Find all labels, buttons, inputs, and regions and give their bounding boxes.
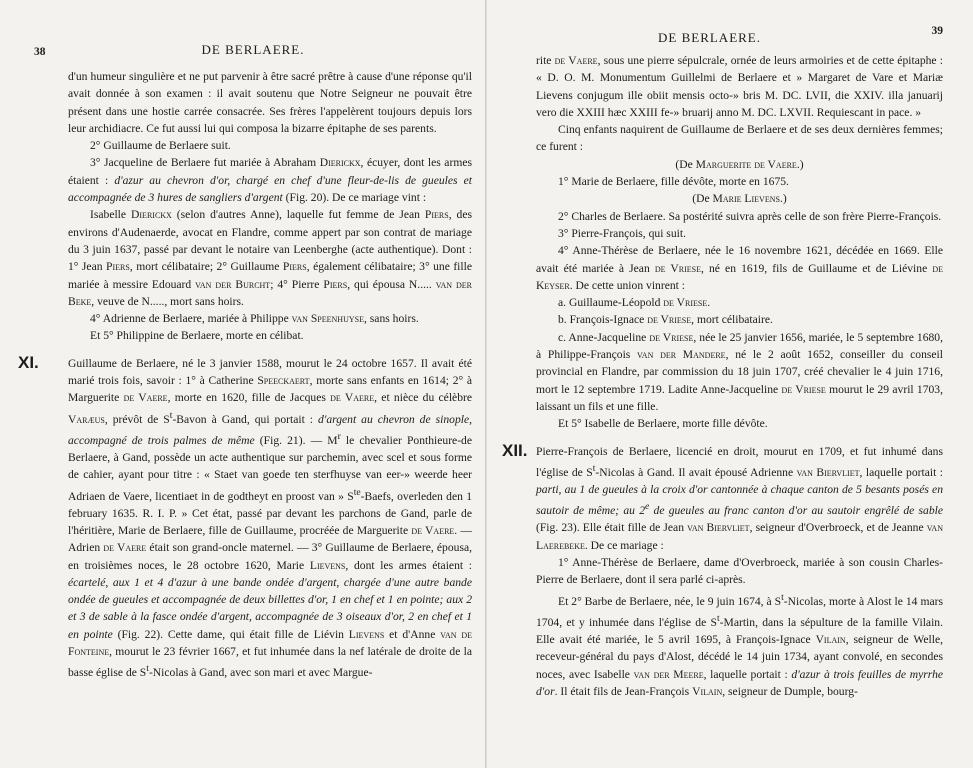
section-xii — [502, 440, 944, 555]
child-4a: a. Guillaume-Léopold de Vriese. — [558, 296, 711, 310]
section-xi — [18, 352, 473, 682]
item-3: 3° Jacqueline de Berlaere fut mariée à Abraham Dierickx, écuyer, dont les armes étaient : d'azur au chevron d'or, chargé en chef d'une fleur-de-lis de gueules et accompagnée de 3 hures de sangliers d'argent (Fig. 20). De ce mariage vint : — [68, 156, 472, 205]
section-xi-text: Guillaume de Berlaere, né le 3 janvier 1588, mourut le 24 octobre 1657. Il avait été marié trois fois, savoir : 1° à Catherine Speeckaert, morte sans enfants en 1614; 2° à Marguerite de Vaere, morte en 1620, fille de Jacques de Vaere, et nièce du célèbre Varæus, prévôt de $S^t$-Bavon à Gand, qui portait : d'argent au chevron de sinople, accompagné de trois palmes de même (Fig. 21). — $M^r$ le chevalier Ponthieure-de Berlaere, à Gand, possède un acte authentique sur parchemin, avec scel et sous forme de cahier, ayant pour titre : « Staet van goede ten sterfhuyse van eer-» weerde heer Adriaen de Vaere, licentiaet in de godtheyt en proost van » $S^{te}$-Baefs, overleden den 1 february 1635. R. I. P. » Cet état, passé par devant les parchons de Gand, parle de l'héritière, Marie de Berlaere, fille de Guillaume, procréée de Marguerite de Vaere. — Adrien de Vaere était son grand-oncle maternel. — 3° Guillaume de Berlaere, épousa, en troisièmes noces, le 28 octobre 1620, Marie Lievens, dont les armes étaient : écartelé, aux 1 et 4 d'azur à une bande ondée d'argent, chargée d'une autre bande ondée de gueules et accompagnée de deux billettes d'or, 1 en chef et 1 en pointe; aux 2 et 3 de sable à la fasce ondée d'argent, accompagnée de 3 oiseaux d'or, 2 en chef et 1 en pointe (Fig. 22). Cette dame, qui était fille de Liévin Lievens et d'Anne van de Fonteine, mourut le 23 février 1667, et fut inhumée dans la nef latérale de droite de la basse église de $S^t$-Nicolas à Gand, avec son mari et avec Margue- — [68, 356, 473, 680]
arms-lievens: écartelé, aux 1 et 4 d'azur à une bande ondée d'argent, chargée d'une autre bande ondée de gueules et accompagnée de deux billettes d'or, 1 en chef et 1 en pointe; aux 2 et 3 de sable à la fasce ondée d'argent, accompagnée de 3 oiseaux d'or, 2 en chef et 1 en pointe — [68, 575, 472, 641]
arms-van-biervliet: parti, au 1 de gueules à la croix d'or cantonnée à chaque canton de 5 besants posés en sautoir de même; au 2e de gueules au franc canton d'or au sautoir engrêlé de sable — [536, 482, 943, 518]
child-3: 3° Pierre-François, qui suit. — [558, 226, 686, 240]
right-page — [486, 0, 973, 768]
child-2: 2° Charles de Berlaere. Sa postérité suivra après celle de son frère Pierre-François. — [558, 209, 942, 223]
subheading-marguerite: (De Marguerite de Vaere.) — [675, 157, 804, 171]
section-xii-child-1: 1° Anne-Thérèse de Berlaere, dame d'Overbroeck, mariée à son cousin Charles-Pierre de Berlaere, dont il sera parlé ci-après. — [536, 556, 943, 587]
page-number-left: 38 — [34, 46, 46, 58]
left-page-body — [18, 68, 473, 682]
child-4b: b. François-Ignace de Vriese, mort célibataire. — [558, 313, 773, 327]
child-5: Et 5° Isabelle de Berlaere, morte fille dévôte. — [558, 417, 768, 431]
epitaph-paragraph: rite de Vaere, sous une pierre sépulcrale, ornée de leurs armoiries et de cette épitaphe : « D. O. M. Monumentum Guillelmi de Berlaere et » Margaret de Vare et Mariæ Lievens conjugum ille obiit mensis octo-» bris M. DC. LVII, die XXIV. illa januarij vero die XXIII hæc XXIII fe-» bruarij anno M. DC. LXVII. Requiescant in pace. » — [536, 54, 943, 119]
item-2: 2° Guillaume de Berlaere suit. — [90, 139, 231, 153]
intro-paragraph: d'un humeur singulière et ne put parvenir à être sacré prêtre à cause d'une réponse qu'il avait donnée à son examen : il avait soutenu que Notre Seigneur ne pouvait être présent dans une hostie carrée consacrée. Ses frères l'appelèrent toujours depuis lors leur archidiacre. Ce fut aussi lui qui composa la bizarre épitaphe de ses parents. — [68, 70, 472, 135]
item-5: Et 5° Philippine de Berlaere, morte en célibat. — [90, 329, 304, 343]
arms-de-vaere: d'argent au chevron de sinople, accompagné de trois palmes de même — [68, 412, 473, 447]
right-page-body — [502, 52, 944, 700]
section-numeral-xi: XI. — [18, 352, 39, 372]
section-xii-text: Pierre-François de Berlaere, licencié en droit, mourut en 1709, et fut inhumé dans l'église de $S^t$-Nicolas à Gand. Il avait épousé Adrienne van Biervliet, laquelle portait : parti, au 1 de gueules à la croix d'or cantonnée à chaque canton de 5 besants posés en sautoir de même; au 2e de gueules au franc canton d'or au sautoir engrêlé de sable (Fig. 23). Elle était fille de Jean van Biervliet, seigneur d'Overbroeck, et de Jeanne van Laerebeke. De ce mariage : — [536, 444, 944, 552]
child-4c: c. Anne-Jacqueline de Vriese, née le 25 janvier 1656, mariée, le 5 septembre 1680, à Philippe-François van der Mandere, né le 2 août 1652, conseiller du conseil provincial en Flandre, par commission du 18 juin 1707, créé chevalier le 4 juin 1716, mort le 12 septembre 1719. Ladite Anne-Jacqueline de Vriese mourut le 29 avril 1703, laissant un fils et une fille. — [536, 330, 944, 413]
arms-dierickx: d'azur au chevron d'or, chargé en chef d'une fleur-de-lis de gueules et accompagnée de 3 hures de sangliers d'argent — [68, 173, 472, 205]
left-page — [0, 0, 486, 768]
running-head-right: DE BERLAERE. — [658, 30, 761, 45]
running-head-left: DE BERLAERE. — [201, 42, 305, 57]
arms-van-der-meere: d'azur à trois feuilles de myrrhe d'or — [536, 667, 944, 698]
item-4: 4° Adrienne de Berlaere, mariée à Philippe van Speenhuyse, sans hoirs. — [90, 312, 419, 326]
children-intro: Cinq enfants naquirent de Guillaume de Berlaere et de ses deux dernières femmes; ce furent : — [536, 123, 943, 154]
child-1: 1° Marie de Berlaere, fille dévôte, morte en 1675. — [558, 175, 789, 189]
isabelle-paragraph: Isabelle Dierickx (selon d'autres Anne), laquelle fut femme de Jean Piers, des environs d'Audenaerde, avocat en Flandre, comme appert par son contrat de mariage du 3 juin 1637, passé par devant le notaire van Leenberghe (acte authentique). Dont : 1° Jean Piers, mort célibataire; 2° Guillaume Piers, également célibataire; 3° une fille mariée à messire Edouard van der Burcht; 4° Pierre Piers, qui épousa N..... van der Beke, veuve de N....., mort sans hoirs. — [68, 208, 472, 308]
section-xii-child-2: Et 2° Barbe de Berlaere, née, le 9 juin 1674, à $S^t$-Nicolas, morte à Alost le 14 mars 1704, et y inhumée dans l'église de $S^t$-Martin, dans la sépulture de la famille Vilain. Elle avait été mariée, le 5 avril 1695, à François-Ignace Vilain, seigneur de Welle, receveur-général du pays d'Alost, décédé le 14 juin 1734, ayant convolé, en secondes noces, avec Isabelle van der Meere, laquelle portait : d'azur à trois feuilles de myrrhe d'or. Il était fils de Jean-François Vilain, seigneur de Dumple, bourg- — [536, 591, 944, 698]
subheading-marie: (De Marie Lievens.) — [692, 192, 787, 206]
child-4: 4° Anne-Thérèse de Berlaere, née le 16 novembre 1621, décédée en 1669. Elle avait été mariée à Jean de Vriese, né en 1619, fils de Guillaume et de Liévine de Keyser. De cette union vinrent : — [536, 244, 943, 292]
section-numeral-xii: XII. — [502, 440, 528, 460]
page-number-right: 39 — [931, 25, 943, 37]
